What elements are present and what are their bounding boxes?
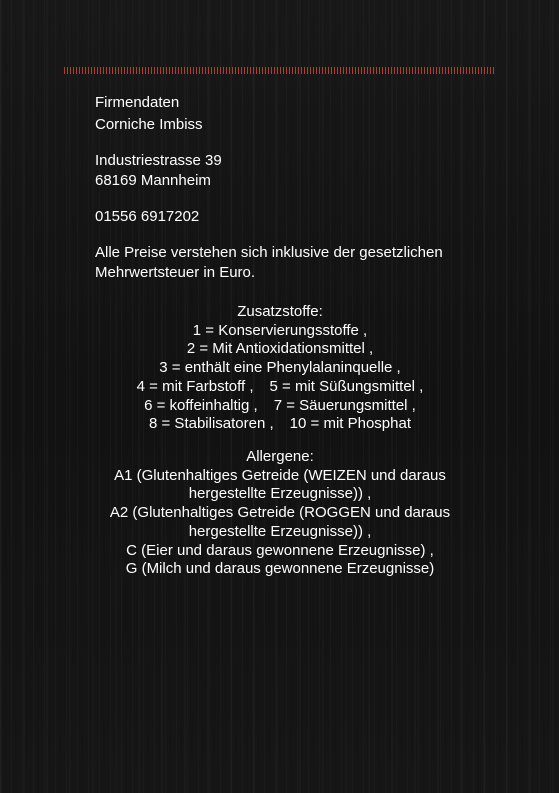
company-info: [95, 93, 495, 283]
allergen-line: A1 (Glutenhaltiges Getreide (WEIZEN und daraus: [114, 466, 446, 484]
company-name: Corniche Imbiss: [95, 116, 203, 133]
additives-heading: Zusatzstoffe:: [237, 303, 323, 320]
allergen-line: C (Eier und daraus gewonnene Erzeugnisse) ,: [126, 541, 434, 559]
additive-item: 2 = Mit Antioxidationsmittel ,: [186, 340, 374, 358]
allergens-section: [60, 448, 500, 579]
company-city: 68169 Mannheim: [95, 172, 211, 189]
additive-item: 7 = Säuerungsmittel ,: [273, 396, 416, 414]
additives-section: [60, 303, 500, 434]
allergen-line: hergestellte Erzeugnisse)) ,: [188, 485, 372, 503]
additive-item: 3 = enthält eine Phenylalaninquelle ,: [159, 359, 401, 377]
price-note-line-1: Alle Preise verstehen sich inklusive der gesetzlichen: [95, 244, 443, 261]
company-heading: Firmendaten: [95, 94, 180, 111]
allergen-line: hergestellte Erzeugnisse)) ,: [188, 522, 372, 540]
additive-item: 6 = koffeinhaltig ,: [144, 396, 258, 414]
additive-item: 5 = mit Süßungsmittel ,: [269, 377, 424, 395]
additive-item: 10 = mit Phosphat: [289, 415, 411, 433]
additive-row: [60, 378, 500, 397]
price-note-line-2: Mehrwertsteuer in Euro.: [95, 264, 256, 281]
company-street: Industriestrasse 39: [95, 152, 222, 169]
allergen-line: G (Milch und daraus gewonnene Erzeugnisse): [125, 560, 435, 578]
additive-item: 8 = Stabilisatoren ,: [149, 415, 274, 433]
company-phone: 01556 6917202: [95, 208, 200, 225]
allergen-line: A2 (Glutenhaltiges Getreide (ROGGEN und daraus: [109, 504, 451, 522]
additive-row: [60, 397, 500, 416]
additive-item: 4 = mit Farbstoff ,: [136, 377, 254, 395]
additive-row: [60, 415, 500, 434]
decorative-top-rule: [64, 67, 494, 74]
allergens-heading: Allergene:: [246, 448, 314, 465]
additive-item: 1 = Konservierungsstoffe ,: [192, 321, 368, 339]
